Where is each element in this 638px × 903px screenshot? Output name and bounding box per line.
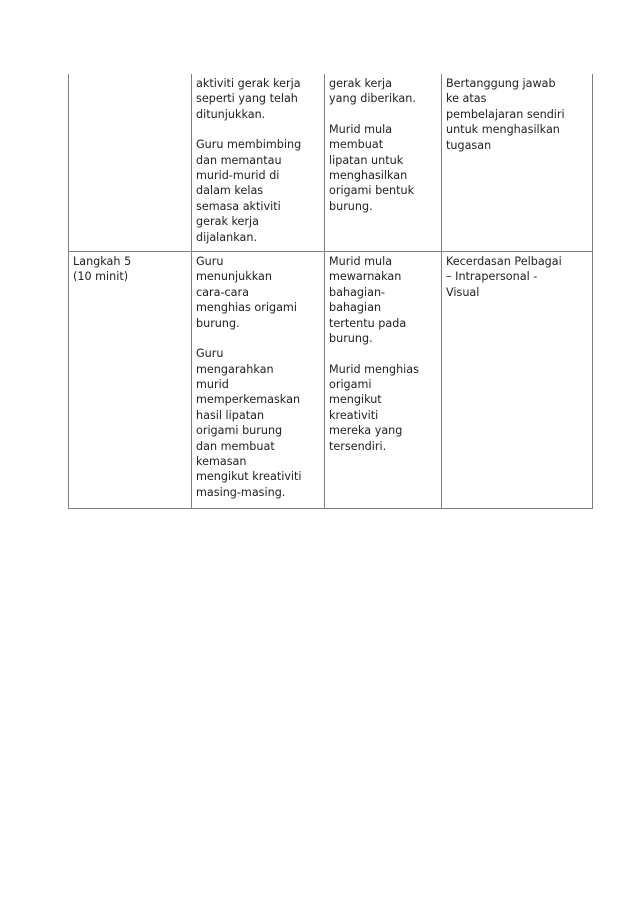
teacher-activity-text: Guru mengarahkan murid memperkemaskan hasil lipatan origami burung dan membuat kemasan mengikut kreativiti masing-masing. <box>196 347 302 499</box>
step-cell <box>69 74 192 252</box>
student-activity-text: Murid mula membuat lipatan untuk menghasilkan origami bentuk burung. <box>329 122 415 213</box>
values-cell <box>442 74 593 252</box>
values-cell <box>442 252 593 509</box>
teacher-activity-text: aktiviti gerak kerja seperti yang telah ditunjukkan. <box>196 77 301 121</box>
values-text: Bertanggung jawab ke atas pembelajaran sendiri untuk menghasilkan tugasan <box>446 77 565 152</box>
table-row <box>69 252 593 509</box>
values-text: Kecerdasan Pelbagai – Intrapersonal - Visual <box>446 255 562 299</box>
teacher-activity-text: Guru membimbing dan memantau murid-murid di dalam kelas semasa aktiviti gerak kerja dijalankan. <box>196 138 302 244</box>
lesson-plan-table <box>68 74 593 509</box>
student-activity-text: Murid menghias origami mengikut kreativiti mereka yang tersendiri. <box>329 362 419 453</box>
step-cell <box>69 252 192 509</box>
table-row <box>69 74 593 252</box>
student-activity-cell <box>325 252 442 509</box>
teacher-activity-cell <box>192 252 325 509</box>
teacher-activity-cell <box>192 74 325 252</box>
step-label: Langkah 5 (10 minit) <box>73 255 132 284</box>
student-activity-text: gerak kerja yang diberikan. <box>329 77 416 106</box>
teacher-activity-text: Guru menunjukkan cara-cara menghias origami burung. <box>196 255 297 330</box>
student-activity-text: Murid mula mewarnakan bahagian- bahagian tertentu pada burung. <box>329 255 407 346</box>
student-activity-cell <box>325 74 442 252</box>
